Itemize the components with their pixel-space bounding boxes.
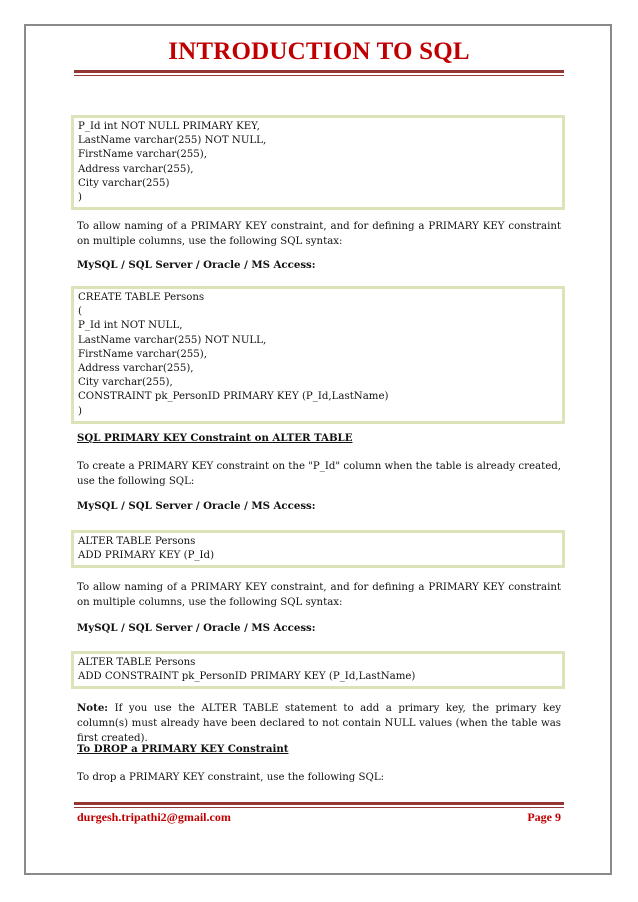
code-line: ) <box>78 192 82 204</box>
code-line: LastName varchar(255) NOT NULL, <box>78 334 267 346</box>
paragraph-naming-2: To allow naming of a PRIMARY KEY constraint, and for defining a PRIMARY KEY constraint on multiple columns, use the following SQL syntax: <box>77 582 561 608</box>
code-line: FirstName varchar(255), <box>78 348 207 360</box>
code-line: City varchar(255) <box>78 177 170 189</box>
code-line: P_Id int NOT NULL PRIMARY KEY, <box>78 121 260 132</box>
footer-rule <box>74 802 564 808</box>
db-list-heading-3: MySQL / SQL Server / Oracle / MS Access: <box>77 622 316 634</box>
db-list-heading-2: MySQL / SQL Server / Oracle / MS Access: <box>77 500 316 512</box>
page-title: INTRODUCTION TO SQL <box>168 38 470 65</box>
footer-page-number: Page 9 <box>527 810 561 824</box>
section-heading-drop: To DROP a PRIMARY KEY Constraint <box>77 743 289 755</box>
code-line: ) <box>78 405 82 417</box>
section-heading-alter: SQL PRIMARY KEY Constraint on ALTER TABLE <box>77 432 353 444</box>
paragraph-naming-1: To allow naming of a PRIMARY KEY constraint, and for defining a PRIMARY KEY constraint on multiple columns, use the following SQL syntax: <box>77 221 561 247</box>
code-block-create-partial <box>71 115 565 210</box>
paragraph-alter: To create a PRIMARY KEY constraint on the "P_Id" column when the table is already created, use the following SQL: <box>77 461 561 487</box>
code-line: Address varchar(255), <box>78 163 194 175</box>
code-line: City varchar(255), <box>78 377 173 389</box>
note-paragraph <box>77 701 561 746</box>
code-block-create-constraint <box>71 286 565 424</box>
code-line: ALTER TABLE Persons <box>78 536 196 547</box>
code-line: CONSTRAINT pk_PersonID PRIMARY KEY (P_Id,LastName) <box>78 391 389 403</box>
note-label: Note: <box>77 702 109 714</box>
code-block-alter-simple <box>71 530 565 568</box>
db-list-heading-1: MySQL / SQL Server / Oracle / MS Access: <box>77 259 316 271</box>
code-line: ALTER TABLE Persons <box>78 657 196 668</box>
code-line: Address varchar(255), <box>78 363 194 375</box>
note-body: If you use the ALTER TABLE statement to add a primary key, the primary key column(s) must already have been declared to not contain NULL values (when the table was first created). <box>77 703 561 744</box>
code-line: CREATE TABLE Persons <box>78 292 205 303</box>
code-block-alter-constraint <box>71 651 565 689</box>
code-line: ADD PRIMARY KEY (P_Id) <box>78 550 215 562</box>
code-line: ( <box>78 306 82 318</box>
code-line: ADD CONSTRAINT pk_PersonID PRIMARY KEY (P_Id,LastName) <box>78 671 416 683</box>
code-line: LastName varchar(255) NOT NULL, <box>78 135 267 147</box>
code-line: P_Id int NOT NULL, <box>78 320 183 332</box>
code-line: FirstName varchar(255), <box>78 149 207 161</box>
paragraph-drop: To drop a PRIMARY KEY constraint, use the following SQL: <box>77 772 385 783</box>
footer-email: durgesh.tripathi2@gmail.com <box>77 810 231 824</box>
header-rule <box>74 70 564 76</box>
